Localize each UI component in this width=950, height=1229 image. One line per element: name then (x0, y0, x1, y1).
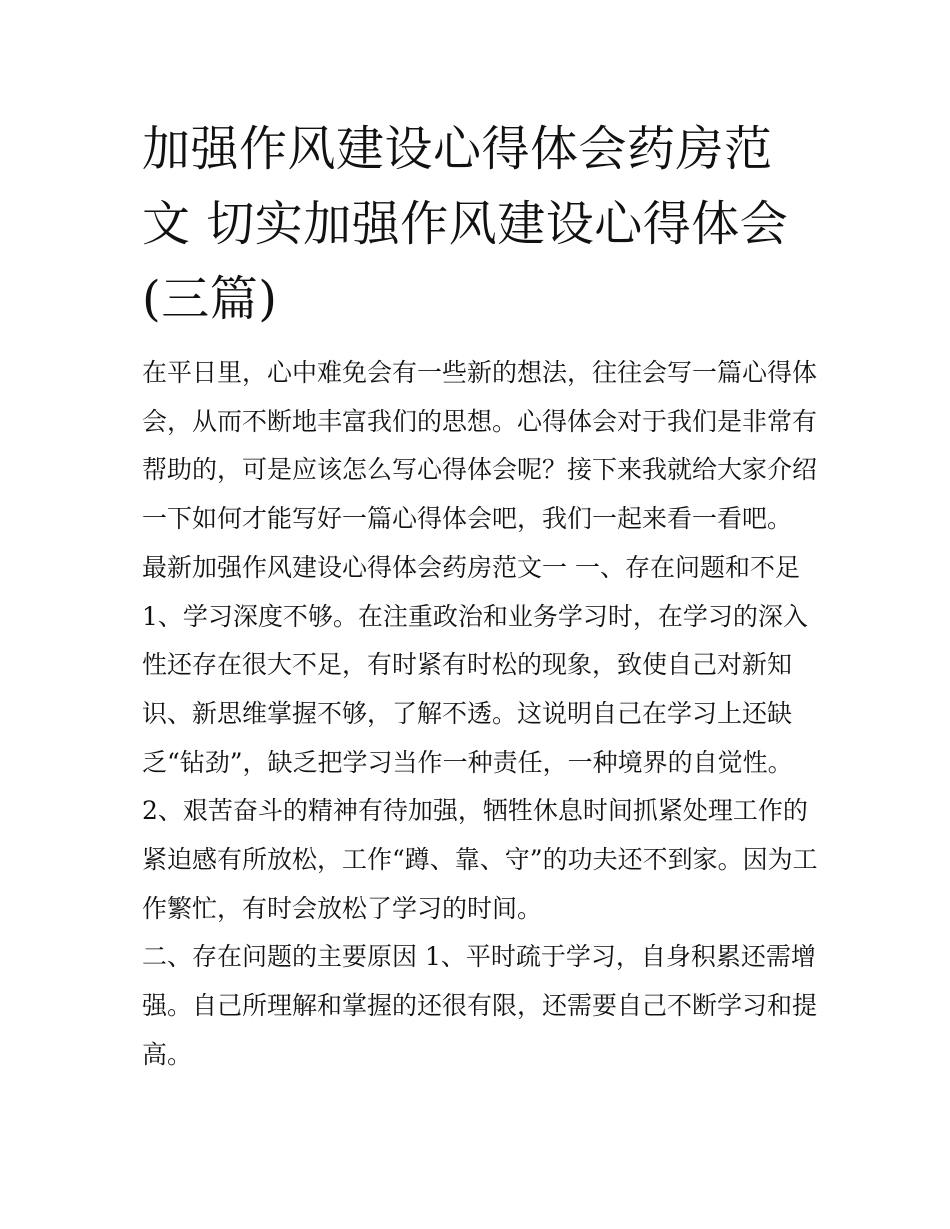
body-line: 会，从而不断地丰富我们的思想。心得体会对于我们是非常有 (142, 406, 818, 436)
body-line: 1、学习深度不够。在注重政治和业务学习时，在学习的深入 (142, 601, 808, 631)
title-line: (三篇) (142, 271, 278, 327)
body-line: 作繁忙，有时会放松了学习的时间。 (142, 893, 543, 923)
body-line: 在平日里，心中难免会有一些新的想法，往往会写一篇心得体 (142, 358, 818, 387)
document-body (142, 349, 818, 1080)
body-line: 二、存在问题的主要原因 1、平时疏于学习，自身积累还需增 (142, 942, 816, 972)
body-line: 紧迫感有所放松，工作“蹲、靠、守”的功夫还不到家。因为工 (142, 845, 818, 875)
body-line: 最新加强作风建设心得体会药房范文一 一、存在问题和不足 (142, 552, 800, 582)
body-line: 一下如何才能写好一篇心得体会吧，我们一起来看一看吧。 (142, 504, 793, 534)
title-line: 文 切实加强作风建设心得体会 (142, 196, 789, 252)
body-line: 帮助的，可是应该怎么写心得体会呢？接下来我就给大家介绍 (142, 455, 818, 485)
body-line: 性还存在很大不足，有时紧有时松的现象，致使自己对新知 (142, 650, 793, 680)
body-line: 强。自己所理解和掌握的还很有限，还需要自己不断学习和提 (142, 991, 818, 1021)
title-line: 加强作风建设心得体会药房范 (142, 121, 773, 177)
document-title (142, 112, 814, 337)
body-line: 乏“钻劲”，缺乏把学习当作一种责任，一种境界的自觉性。 (142, 747, 793, 777)
document-content (142, 112, 818, 1080)
body-line: 高。 (142, 1039, 193, 1069)
body-line: 识、新思维掌握不够，了解不透。这说明自己在学习上还缺 (142, 698, 793, 728)
body-line: 2、艰苦奋斗的精神有待加强，牺牲休息时间抓紧处理工作的 (142, 796, 808, 826)
